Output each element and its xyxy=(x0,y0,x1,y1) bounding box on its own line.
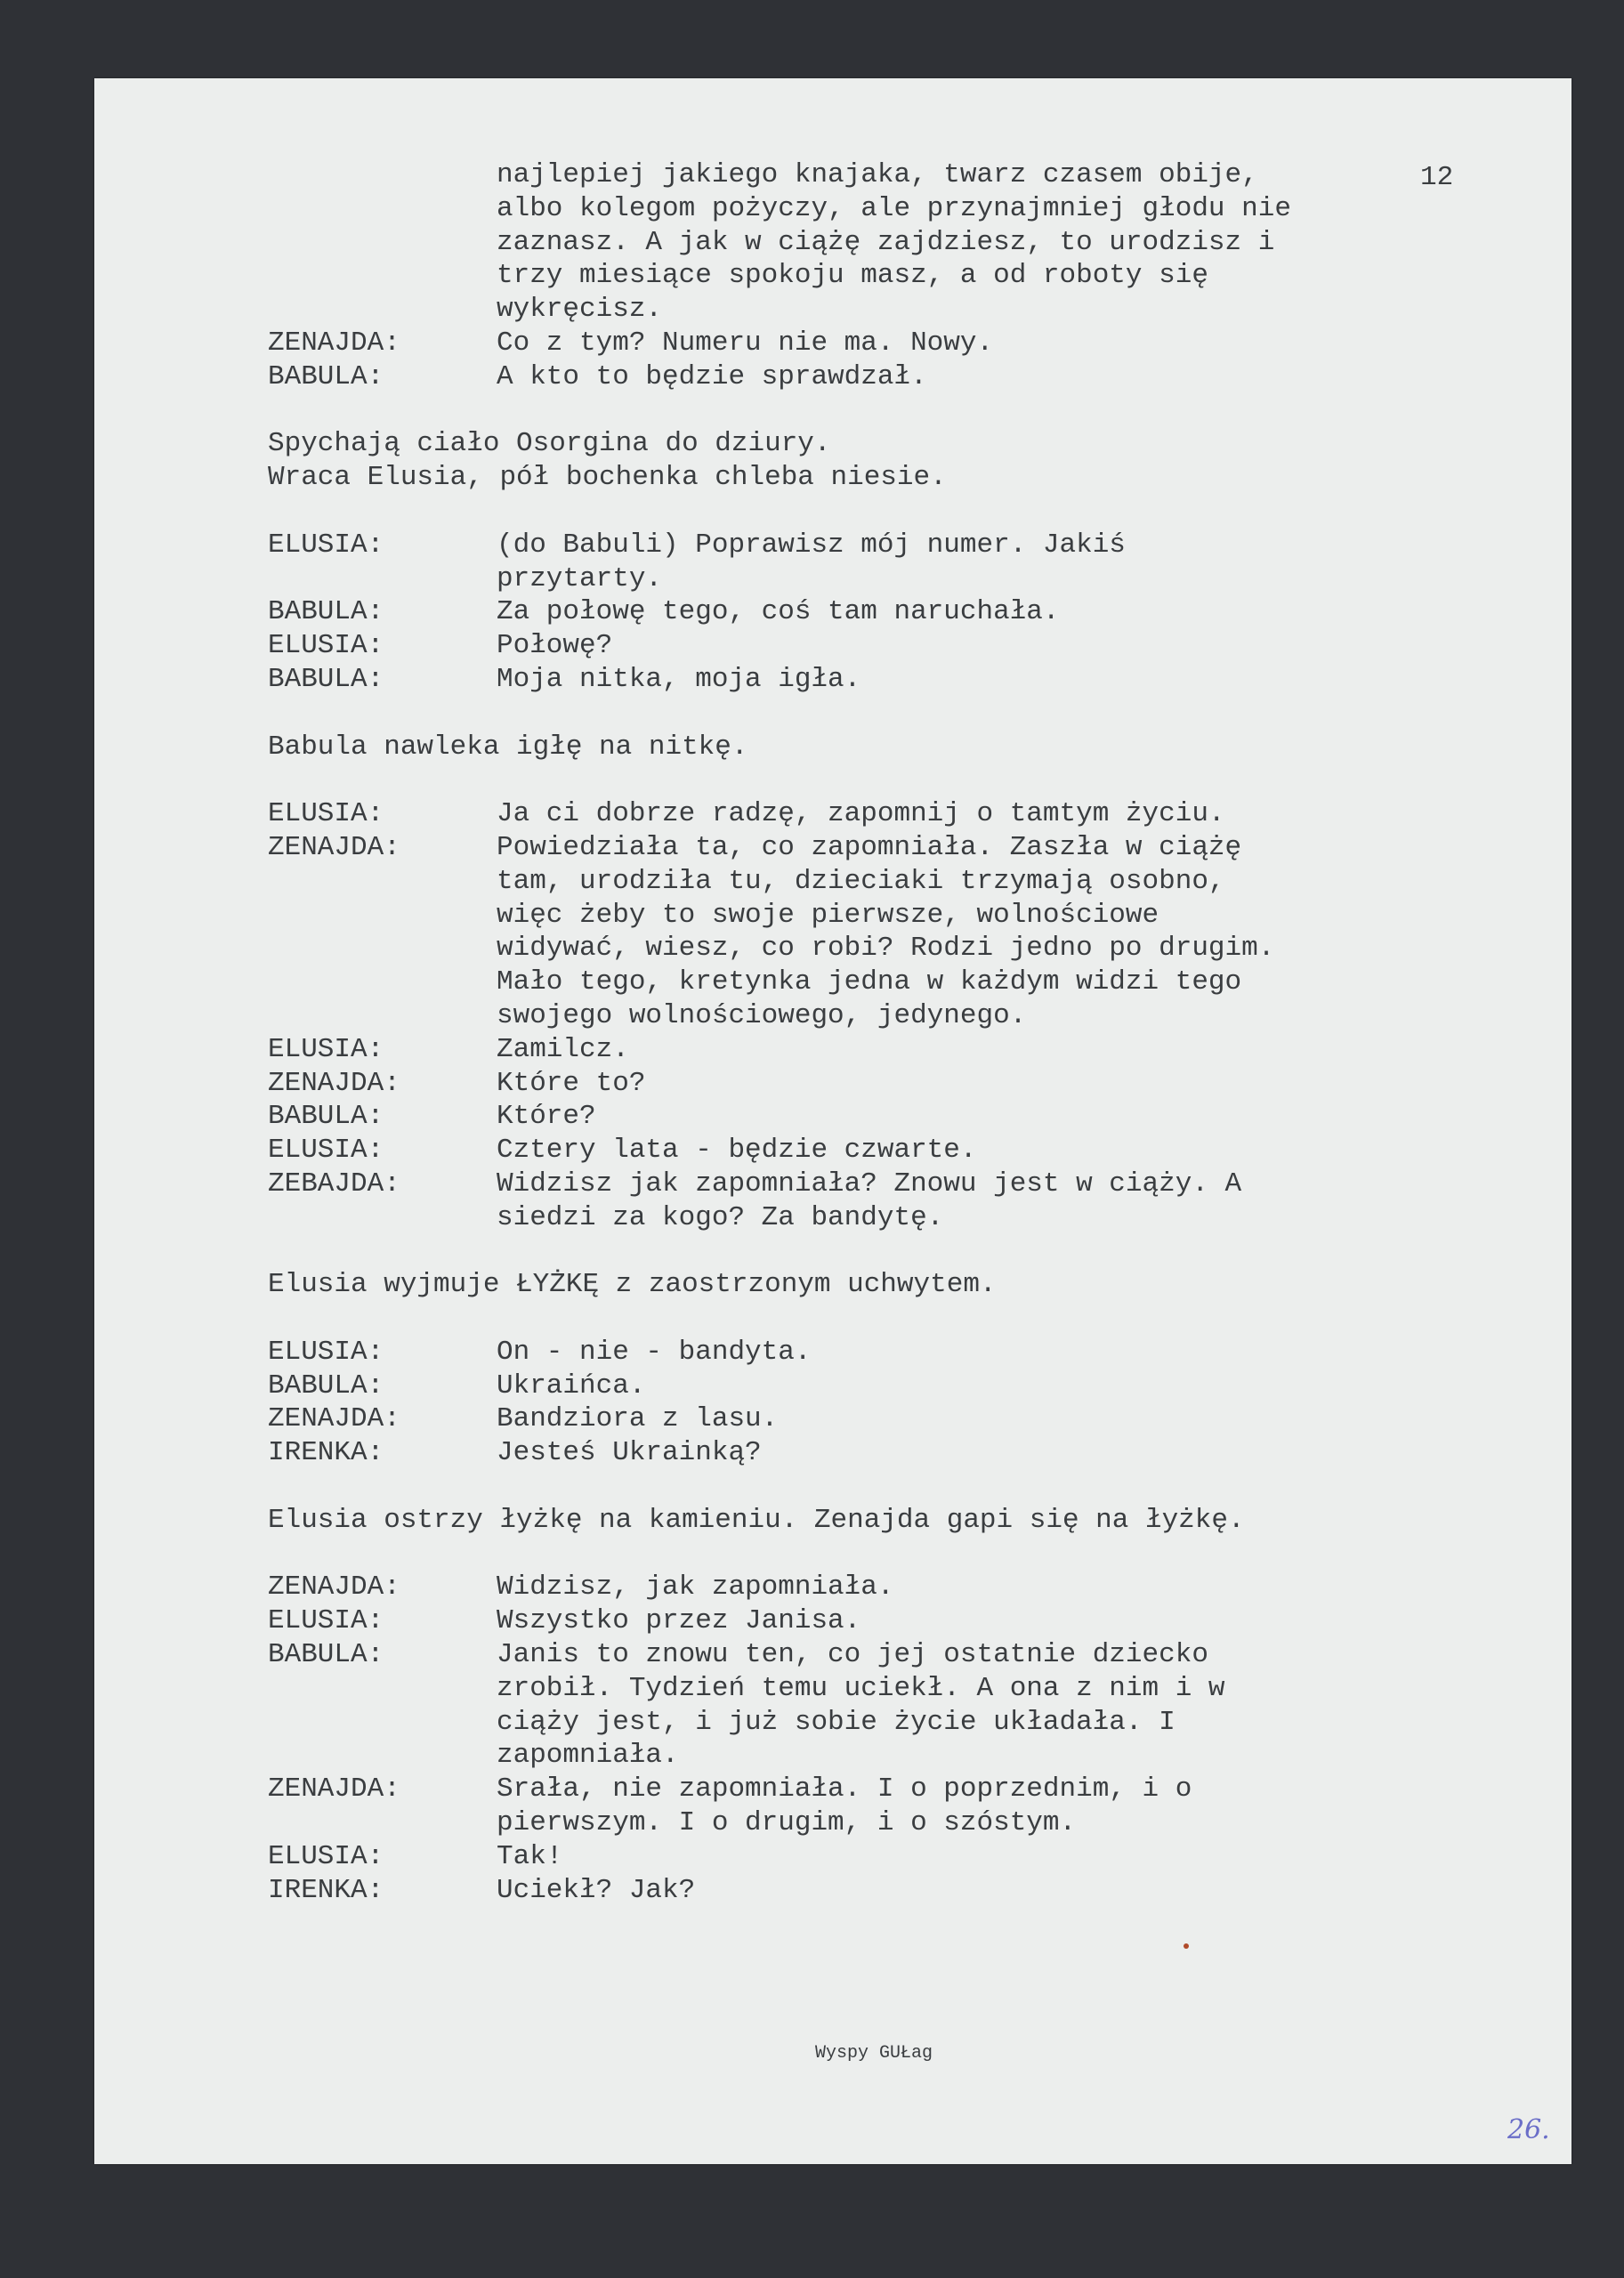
dialogue-text: Które to? xyxy=(497,1067,646,1099)
speaker-name: IRENKA: xyxy=(268,1437,384,1469)
dialogue-line xyxy=(268,327,1460,360)
speaker-name xyxy=(268,192,497,226)
dialogue-line xyxy=(268,1840,1460,1874)
speaker-name: ELUSIA: xyxy=(268,798,384,830)
speaker-name: ZEBAJDA: xyxy=(268,1167,400,1200)
dialogue-text: pierwszym. I o drugim, i o szóstym. xyxy=(497,1807,1077,1839)
dialogue-line xyxy=(268,259,1460,293)
blank-line xyxy=(268,763,1460,797)
stage-direction: Spychają ciało Osorgina do dziury. xyxy=(268,428,831,460)
dialogue-text: Co z tym? Numeru nie ma. Nowy. xyxy=(497,327,994,359)
dialogue-text: tam, urodziła tu, dzieciaki trzymają osobno, xyxy=(497,865,1225,897)
blank-line xyxy=(268,495,1460,529)
dialogue-line xyxy=(268,1874,1460,1908)
speaker-name xyxy=(268,1706,497,1740)
dialogue-text: Tak! xyxy=(497,1840,563,1872)
dialogue-line xyxy=(268,999,1460,1033)
dialogue-text: Janis to znowu ten, co jej ostatnie dziecko xyxy=(497,1639,1208,1671)
dialogue-line xyxy=(268,899,1460,933)
dialogue-line xyxy=(268,932,1460,965)
dialogue-text: Uciekł? Jak? xyxy=(497,1874,696,1906)
dialogue-line xyxy=(268,1436,1460,1470)
document-footer: Wyspy GUŁag xyxy=(815,2043,933,2064)
speaker-name: ELUSIA: xyxy=(268,630,384,662)
speaker-name xyxy=(268,865,497,899)
dialogue-text: Widzisz jak zapomniała? Znowu jest w ciąży. A xyxy=(497,1167,1242,1200)
speaker-name: IRENKA: xyxy=(268,1874,384,1906)
dialogue-text: Moja nitka, moja igła. xyxy=(497,663,861,695)
stage-direction: Wraca Elusia, pół bochenka chleba niesie. xyxy=(268,462,947,494)
stage-direction: Babula nawleka igłę na nitkę. xyxy=(268,731,748,763)
dialogue-text: Za połowę tego, coś tam naruchała. xyxy=(497,596,1060,628)
speaker-name: ELUSIA: xyxy=(268,1135,384,1167)
dialogue-line xyxy=(268,1739,1460,1773)
dialogue-text: najlepiej jakiego knajaka, twarz czasem obije, xyxy=(497,159,1258,190)
dialogue-line xyxy=(268,595,1460,629)
dialogue-text: Wszystko przez Janisa. xyxy=(497,1605,861,1637)
blank-line xyxy=(268,1302,1460,1336)
speaker-name xyxy=(268,1672,497,1706)
speaker-name xyxy=(268,259,497,293)
dialogue-line xyxy=(268,293,1460,327)
dialogue-line xyxy=(268,1402,1460,1436)
speaker-name xyxy=(268,158,497,192)
dialogue-line xyxy=(268,965,1460,999)
speaker-name: BABULA: xyxy=(268,1369,384,1402)
dialogue-text: Mało tego, kretynka jedna w każdym widzi tego xyxy=(497,966,1242,998)
speaker-name: ELUSIA: xyxy=(268,529,384,561)
dialogue-line xyxy=(268,1067,1460,1101)
dialogue-text: Bandziora z lasu. xyxy=(497,1403,779,1435)
speaker-name: ZENAJDA: xyxy=(268,1571,400,1603)
dialogue-line xyxy=(268,1638,1460,1672)
speaker-name: ELUSIA: xyxy=(268,1033,384,1065)
dialogue-line xyxy=(268,1672,1460,1706)
dialogue-text: Jesteś Ukrainką? xyxy=(497,1437,762,1469)
script-content xyxy=(268,158,1460,1907)
speaker-name: BABULA: xyxy=(268,360,384,392)
speaker-name xyxy=(268,562,497,596)
dialogue-line xyxy=(268,1167,1460,1201)
speaker-name: BABULA: xyxy=(268,1101,384,1133)
dialogue-line xyxy=(268,1706,1460,1740)
speaker-name: ZENAJDA: xyxy=(268,1067,400,1099)
dialogue-line xyxy=(268,529,1460,562)
dialogue-line xyxy=(268,1369,1460,1403)
speaker-name: BABULA: xyxy=(268,663,384,695)
dialogue-line xyxy=(268,1773,1460,1806)
speaker-name xyxy=(268,932,497,965)
dialogue-line xyxy=(268,226,1460,260)
dialogue-line xyxy=(268,1336,1460,1369)
dialogue-text: Połowę? xyxy=(497,630,613,662)
dialogue-text: Powiedziała ta, co zapomniała. Zaszła w ciążę xyxy=(497,831,1242,863)
speaker-name xyxy=(268,999,497,1033)
dialogue-text: zapomniała. xyxy=(497,1740,679,1772)
stain-mark xyxy=(1184,1943,1189,1949)
dialogue-text: Cztery lata - będzie czwarte. xyxy=(497,1135,977,1167)
dialogue-text: albo kolegom pożyczy, ale przynajmniej głodu nie xyxy=(497,192,1291,224)
dialogue-line xyxy=(268,663,1460,697)
dialogue-line xyxy=(268,1201,1460,1235)
dialogue-text: zaznasz. A jak w ciążę zajdziesz, to urodzisz i xyxy=(497,226,1275,258)
speaker-name: ZENAJDA: xyxy=(268,1773,400,1805)
blank-line xyxy=(268,697,1460,731)
dialogue-line xyxy=(268,1571,1460,1604)
dialogue-line xyxy=(268,360,1460,394)
dialogue-text: więc żeby to swoje pierwsze, wolnościowe xyxy=(497,899,1159,931)
dialogue-line xyxy=(268,797,1460,831)
speaker-name xyxy=(268,226,497,260)
stage-direction: Elusia wyjmuje ŁYŻKĘ z zaostrzonym uchwytem. xyxy=(268,1269,997,1301)
dialogue-line xyxy=(268,1806,1460,1840)
dialogue-text: ciąży jest, i już sobie życie układała. I xyxy=(497,1706,1176,1738)
speaker-name: ELUSIA: xyxy=(268,1840,384,1872)
speaker-name xyxy=(268,899,497,933)
dialogue-line xyxy=(268,629,1460,663)
dialogue-line xyxy=(268,1033,1460,1067)
speaker-name: ELUSIA: xyxy=(268,1336,384,1368)
speaker-name: ZENAJDA: xyxy=(268,831,400,863)
dialogue-text: On - nie - bandyta. xyxy=(497,1336,812,1368)
speaker-name xyxy=(268,1806,497,1840)
dialogue-text: Które? xyxy=(497,1101,596,1133)
speaker-name xyxy=(268,965,497,999)
speaker-name: ZENAJDA: xyxy=(268,1403,400,1435)
dialogue-text: A kto to będzie sprawdzał. xyxy=(497,360,927,392)
stage-direction: Elusia ostrzy łyżkę na kamieniu. Zenajda gapi się na łyżkę. xyxy=(268,1504,1245,1536)
blank-line xyxy=(268,394,1460,428)
dialogue-line xyxy=(268,562,1460,596)
dialogue-text: trzy miesiące spokoju masz, a od roboty się xyxy=(497,260,1208,292)
dialogue-line xyxy=(268,1134,1460,1167)
dialogue-text: siedzi za kogo? Za bandytę. xyxy=(497,1201,944,1233)
speaker-name xyxy=(268,293,497,327)
dialogue-text: przytarty. xyxy=(497,562,663,594)
dialogue-text: Ja ci dobrze radzę, zapomnij o tamtym życiu. xyxy=(497,798,1225,830)
blank-line xyxy=(268,1470,1460,1504)
dialogue-text: widywać, wiesz, co robi? Rodzi jedno po drugim. xyxy=(497,933,1275,965)
dialogue-text: zrobił. Tydzień temu uciekł. A ona z nim i w xyxy=(497,1672,1225,1704)
dialogue-line xyxy=(268,158,1460,192)
dialogue-text: wykręcisz. xyxy=(497,294,663,326)
speaker-name: BABULA: xyxy=(268,596,384,628)
speaker-name: ELUSIA: xyxy=(268,1605,384,1637)
blank-line xyxy=(268,1538,1460,1571)
blank-line xyxy=(268,1235,1460,1269)
speaker-name xyxy=(268,1201,497,1235)
dialogue-line xyxy=(268,1604,1460,1638)
dialogue-text: Srała, nie zapomniała. I o poprzednim, i o xyxy=(497,1773,1192,1805)
dialogue-text: (do Babuli) Poprawisz mój numer. Jakiś xyxy=(497,529,1126,561)
dialogue-line xyxy=(268,1100,1460,1134)
page-number: 12 xyxy=(1420,162,1454,193)
speaker-name: ZENAJDA: xyxy=(268,327,400,359)
dialogue-text: Zamilcz. xyxy=(497,1033,629,1065)
handwritten-page-number: 26. xyxy=(1507,2114,1550,2145)
dialogue-text: swojego wolnościowego, jedynego. xyxy=(497,999,1027,1031)
dialogue-text: Widzisz, jak zapomniała. xyxy=(497,1571,894,1603)
dialogue-line xyxy=(268,865,1460,899)
dialogue-line xyxy=(268,192,1460,226)
dialogue-line xyxy=(268,831,1460,865)
dialogue-text: Ukraińca. xyxy=(497,1369,646,1402)
speaker-name xyxy=(268,1739,497,1773)
speaker-name: BABULA: xyxy=(268,1639,384,1671)
